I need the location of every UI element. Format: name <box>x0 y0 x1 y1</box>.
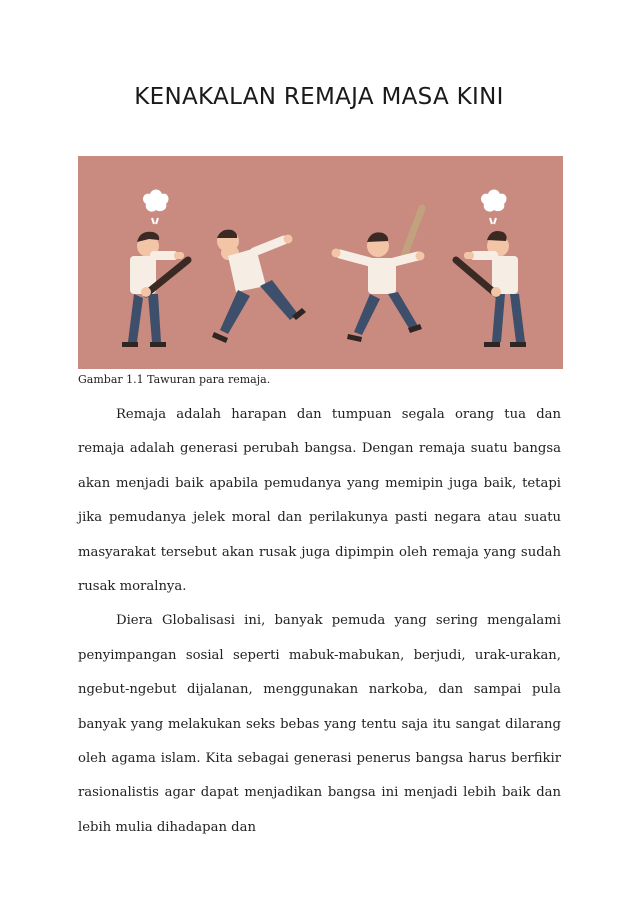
figure-angry-man-right <box>456 190 526 348</box>
figure-angry-man-left <box>122 190 188 348</box>
figure-man-falling <box>212 230 306 343</box>
figure-illustration <box>78 156 563 369</box>
figure-caption: Gambar 1.1 Tawuran para remaja. <box>78 373 271 386</box>
body-text <box>78 398 561 845</box>
figure-man-raised-bat <box>332 208 425 342</box>
paragraph-1: Remaja adalah harapan dan tumpuan segala orang tua dan remaja adalah generasi perubah bangsa. Dengan remaja suatu bangsa akan menjadi baik apabila pemudanya yang memipin juga baik, tetapi jika pemudanya jelek moral dan perilakunya pasti negara atau suatu masyarakat tersebut akan rusak juga dipimpin oleh remaja yang sudah rusak moralnya. <box>78 407 561 595</box>
paragraph-2: Diera Globalisasi ini, banyak pemuda yang sering mengalami penyimpangan sosial seperti mabuk-mabukan, berjudi, urak-urakan, ngebut-ngebut dijalanan, menggunakan narkoba, dan sampai pula banyak yang melakukan seks bebas yang tentu saja itu sangat dilarang oleh agama islam. Kita sebagai generasi penerus bangsa harus berfikir rasionalistis agar dapat menjadikan bangsa ini menjadi lebih baik dan lebih mulia dihadapan dan <box>78 613 561 835</box>
page-title: KENAKALAN REMAJA MASA KINI <box>134 84 504 110</box>
fight-illustration <box>78 156 563 369</box>
